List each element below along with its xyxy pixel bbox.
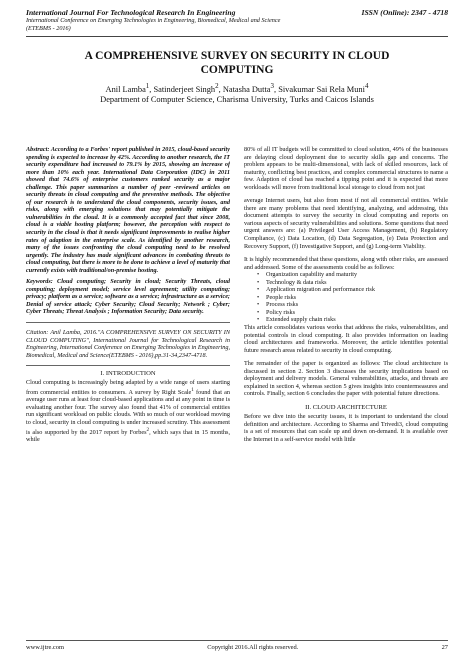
abstract: Abstract: According to a Forbes' report published in 2015, cloud-based security spending is expected to increase by 42%. According to another research, the IT security expenditure had increased to 79.1% by 2015, showing an increase of more than 10% each year. International Data Corporation (IDC) in 2011 showed that 74.6% of enterprise customers ranked security as a major challenge. This paper summarizes a number of peer -reviewed articles on security threats in cloud computing and the preventive methods. The objective of our research is to understand the cloud components, security issues, and risks, along with emerging solutions that may potentially mitigate the vulnerabilities in the cloud. It is a commonly accepted fact that since 2008, cloud is a viable hosting platform; however, the perception with respect to security in the cloud is that it needs significant improvements to realise higher rates of adaption in the enterprise scale. As identified by another research, many of the issues confronting the cloud computing need to be resolved urgently. The industry has made significant advances in combating threats to cloud computing, but there is more to be done to achieve a level of maturity that currently exists with traditional/on-premise hosting. [26, 146, 230, 274]
body-columns [26, 146, 448, 624]
paper-page [26, 8, 448, 662]
keywords: Keywords: Cloud computing; Security in cloud; Security Threats, cloud computing; deployment model; service level agreement; utility computing; privacy; platform as a service; software as a service; infrastructure as a service; Denial of service attack; Cyber Security; Cloud Security; Network ; Cyber; Cyber Threats; Threat Analysis ; Information Security; Data security. [26, 278, 230, 316]
author-2-mark: 2 [215, 82, 219, 90]
title-line-1: A COMPREHENSIVE SURVEY ON SECURITY IN CLOUD [84, 50, 390, 62]
citation-rule [26, 322, 230, 323]
title-line-2: COMPUTING [200, 64, 274, 76]
list-item: • Technology & data risks [266, 279, 448, 287]
paper-title [26, 49, 448, 77]
footer-site: www.ijtre.com [26, 644, 64, 651]
page-footer [26, 644, 448, 651]
author-3: , Natasha Dutta [218, 84, 271, 94]
affiliation: Department of Computer Science, Charisma University, Turks and Caicos Islands [100, 95, 374, 105]
conference-acronym: (ETEBMS - 2016) [26, 25, 71, 32]
assessment-list [244, 271, 448, 324]
author-1: Anil Lamba [105, 84, 146, 94]
citation: Citation: Anil Lamba, 2016."A COMPREHENSIVE SURVEY ON SECURITY IN CLOUD COMPUTING", International Journal for Technological Research in Engineering, International Conference on Emerging Technologies in Engineering, Biomedical, Medical and Science(ETEBMS - 2016),pp.31-34,2347-4718. [26, 329, 230, 359]
header-rule [26, 36, 448, 37]
introduction-paragraph [26, 379, 230, 444]
conference-name: International Conference on Emerging Technologies in Engineering, Biomedical, Medical and Science [26, 17, 281, 24]
list-item: • Application migration and performance risk [266, 286, 448, 294]
section-heading-introduction: I. INTRODUCTION [100, 370, 156, 378]
page-number: 27 [441, 644, 448, 651]
footnote-mark-1: 1 [191, 386, 194, 393]
right-paragraph-5: The remainder of the paper is organized as follows: The cloud architecture is discussed in section 2. Section 3 discusses the security implications based on deployment and delivery models. General vulnerabilities, attacks, and threats are explained in section 4, whereas section 5 gives insights into countermeasures and controls. Finally, section 6 concludes the paper with potential future directions. [244, 360, 448, 398]
author-3-mark: 3 [270, 82, 274, 90]
list-item: • Organization capability and maturity [266, 271, 448, 279]
citation-rule-bottom [26, 365, 230, 366]
footer-rule [26, 640, 448, 641]
journal-name: International Journal For Technological Research In Engineering [26, 8, 236, 17]
intro-text-b: found that an average user runs at least four cloud-based applications and at any point in time is evaluating another four. The survey also found that 41% of commercial entities run significant workload on public clouds. With so much of our workload moving to cloud, security in cloud computing is under increased scrutiny. This assessment is also supported by the 2017 report by Forbes [26, 388, 230, 436]
right-column [244, 146, 448, 624]
author-list [26, 81, 448, 95]
list-item: • Extended supply chain risks [266, 316, 448, 324]
footnote-mark-2: 2 [146, 426, 150, 433]
list-item: • Policy risks [266, 309, 448, 317]
list-item: • Process risks [266, 301, 448, 309]
author-4: , Sivakumar Sai Rela Muni [274, 84, 365, 94]
section-heading-cloud-architecture: II. CLOUD ARCHITECTURE [305, 403, 387, 411]
right-paragraph-1: 80% of all IT budgets will be committed to cloud solution, 49% of the businesses are delaying cloud deployment due to security skills gap and concerns. The problem appears to be multi-dimensional, with lack of skilled resources, lack of maturity, conflicting best practices, and complex commercial structures to name a few. Adaption of cloud has reached a tipping point and it is expected that more workloads will move from traditional local storage to cloud from not just [244, 146, 448, 191]
right-paragraph-6: Before we dive into the security issues, it is important to understand the cloud definition and architecture. According to Sharma and Trivedi3, cloud computing is a set of resources that can scale up and down on-demand. It is available over the Internet in a self-service model with little [244, 412, 448, 443]
left-column [26, 146, 230, 624]
right-paragraph-4: This article consolidates various works that address the risks, vulnerabilities, and potential controls in cloud computing. It also provides information on leading cloud architectures and frameworks. Moreover, the article identifies potential future research areas related to security in cloud computing. [244, 324, 448, 354]
intro-text-a: Cloud computing is increasingly being adapted by a wide range of users starting from commercial entities to consumers. A survey by Right Scale [26, 379, 230, 396]
intro-text-c: , which says that in 15 months, while [26, 428, 230, 444]
right-paragraph-2: average Internet users, but also from most if not all commercial entities. While there are many problems that need identifying, analyzing, and addressing, this document attempts to survey the security in cloud computing and reports on various aspects of security vulnerabilities and solutions. Some questions that need urgent answers are: (a) Privileged User Access Management, (b) Regulatory Compliance, (c) Data Location, (d) Data Segregation, (e) Data Protection and Recovery Support, (f) Investigative Support, and (g) Long-term Viability. [244, 197, 448, 250]
footer-copyright: Copyright 2016.All rights reserved. [207, 644, 299, 651]
author-2: , Satinderjeet Singh [149, 84, 216, 94]
author-1-mark: 1 [145, 82, 150, 90]
issn: ISSN (Online): 2347 - 4718 [361, 8, 448, 17]
journal-header [26, 8, 448, 17]
right-paragraph-3: It is highly recommended that these questions, along with other risks, are assessed and addressed. Some of the assessments could be as follows: [244, 256, 448, 271]
list-item: • People risks [266, 294, 448, 302]
author-4-mark: 4 [364, 82, 369, 90]
